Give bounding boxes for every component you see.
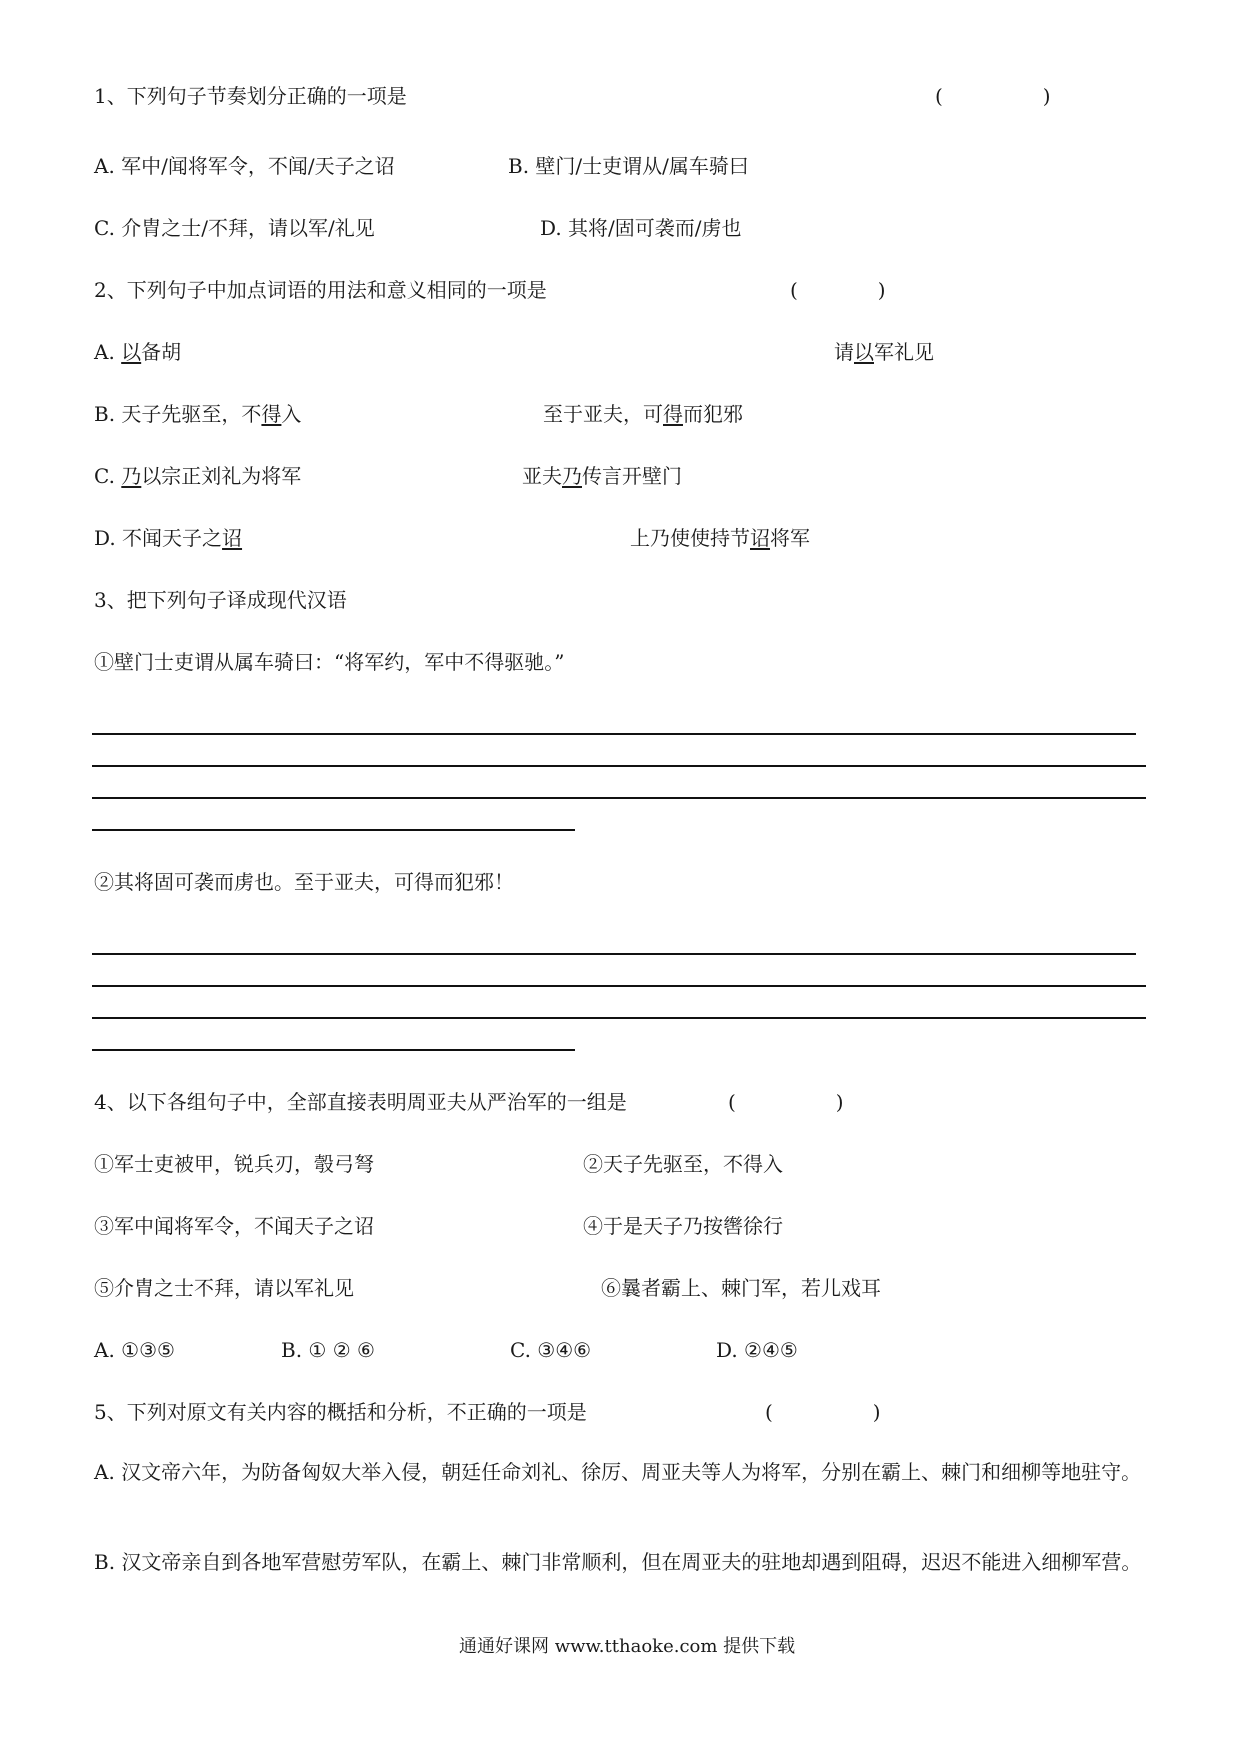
q1-stem: 1、下列句子节奏划分正确的一项是 — [94, 84, 407, 108]
q1-option-c: C. 介胄之士/不拜，请以军/礼见 — [94, 216, 375, 240]
q4-item-2: ②天子先驱至，不得入 — [583, 1152, 783, 1176]
q4-option-a: A. ①③⑤ — [94, 1338, 175, 1362]
marked-word: 乃 — [562, 464, 582, 488]
answer-line — [92, 953, 1136, 955]
q2-stem: 2、下列句子中加点词语的用法和意义相同的一项是 — [94, 278, 547, 302]
q4-item-4: ④于是天子乃按辔徐行 — [583, 1214, 783, 1238]
q4-item-6: ⑥曩者霸上、棘门军，若儿戏耳 — [601, 1276, 881, 1300]
q2-option-c-left: C. 乃以宗正刘礼为将军 — [94, 464, 302, 488]
q5-option-a: A. 汉文帝六年，为防备匈奴大举入侵，朝廷任命刘礼、徐厉、周亚夫等人为将军，分别在霸上、棘门和细柳等地驻守。 — [94, 1460, 1142, 1484]
q4-option-d: D. ②④⑤ — [716, 1338, 798, 1362]
q5-answer-paren: ( ) — [765, 1400, 881, 1424]
marked-word: 以 — [121, 340, 142, 364]
marked-word: 乃 — [121, 464, 142, 488]
answer-line — [92, 1017, 1146, 1019]
q2-option-b-left: B. 天子先驱至，不得入 — [94, 402, 302, 426]
q3-sentence-2: ②其将固可袭而虏也。至于亚夫，可得而犯邪！ — [94, 870, 514, 894]
q2-option-a-right: 请以军礼见 — [834, 340, 934, 364]
q1-option-d: D. 其将/固可袭而/虏也 — [540, 216, 742, 240]
q2-option-d-right: 上乃使使持节诏将军 — [630, 526, 810, 550]
marked-word: 得 — [663, 402, 683, 426]
q4-item-3: ③军中闻将军令，不闻天子之诏 — [94, 1214, 374, 1238]
answer-line — [92, 985, 1146, 987]
marked-word: 得 — [261, 402, 282, 426]
q1-answer-paren: ( ) — [935, 84, 1051, 108]
q4-option-b: B. ① ② ⑥ — [281, 1338, 375, 1362]
q1-option-a: A. 军中/闻将军令，不闻/天子之诏 — [94, 154, 395, 178]
q4-option-c: C. ③④⑥ — [510, 1338, 592, 1362]
marked-word: 诏 — [222, 526, 243, 550]
answer-line — [92, 765, 1146, 767]
q3-sentence-1: ①壁门士吏谓从属车骑曰：“将军约，军中不得驱驰。” — [94, 650, 565, 674]
q4-answer-paren: ( ) — [728, 1090, 844, 1114]
q5-option-b: B. 汉文帝亲自到各地军营慰劳军队，在霸上、棘门非常顺利，但在周亚夫的驻地却遇到阻碍，迟迟不能进入细柳军营。 — [94, 1550, 1142, 1574]
answer-line — [92, 733, 1136, 735]
answer-line — [92, 829, 575, 831]
q2-option-a-left: A. 以备胡 — [94, 340, 182, 364]
answer-line — [92, 1049, 575, 1051]
marked-word: 诏 — [750, 526, 770, 550]
q4-item-1: ①军士吏被甲，锐兵刃，彀弓弩 — [94, 1152, 374, 1176]
q2-answer-paren: ( ) — [790, 278, 886, 302]
q2-option-b-right: 至于亚夫，可得而犯邪 — [543, 402, 743, 426]
q2-option-c-right: 亚夫乃传言开壁门 — [522, 464, 682, 488]
answer-line — [92, 797, 1146, 799]
q1-option-b: B. 壁门/士吏谓从/属车骑曰 — [508, 154, 749, 178]
marked-word: 以 — [854, 340, 874, 364]
q3-stem: 3、把下列句子译成现代汉语 — [94, 588, 347, 612]
page-footer: 通通好课网 www.tthaoke.com 提供下载 — [459, 1636, 796, 1657]
q2-option-d-left: D. 不闻天子之诏 — [94, 526, 243, 550]
q5-stem: 5、下列对原文有关内容的概括和分析，不正确的一项是 — [94, 1400, 587, 1424]
q4-stem: 4、以下各组句子中，全部直接表明周亚夫从严治军的一组是 — [94, 1090, 627, 1114]
q4-item-5: ⑤介胄之士不拜，请以军礼见 — [94, 1276, 354, 1300]
